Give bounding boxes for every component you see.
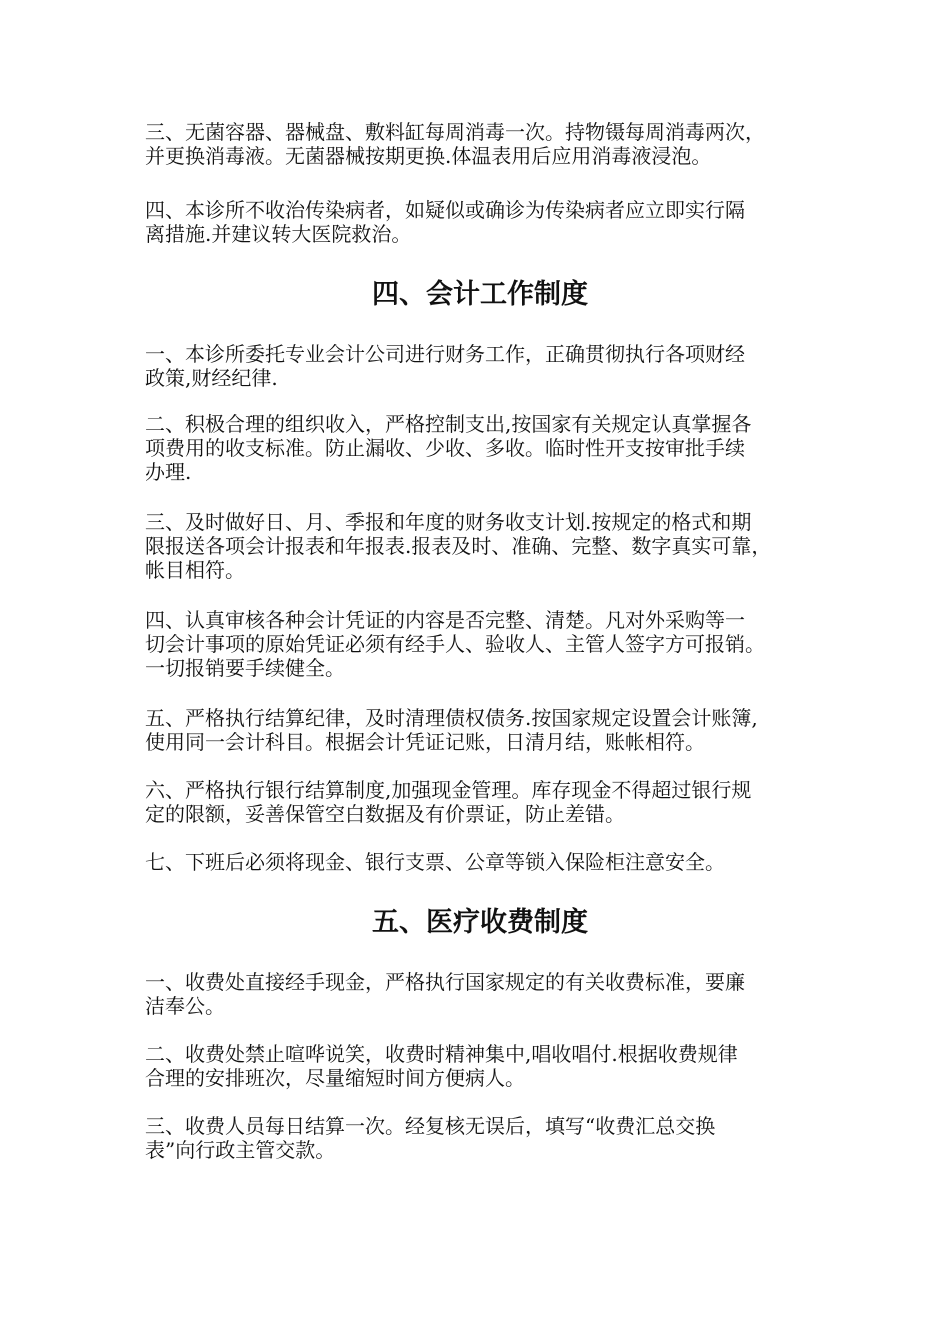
text-line: 办理. — [145, 460, 192, 484]
text-line: 三、无菌容器、器械盘、敷料缸每周消毒一次。持物镊每周消毒两次， — [145, 120, 765, 144]
text-line: 政策,财经纪律. — [145, 366, 278, 390]
paragraph — [145, 120, 765, 168]
text-line: 帐目相符。 — [145, 558, 245, 582]
paragraph — [145, 412, 751, 484]
paragraph — [145, 778, 751, 826]
paragraph — [145, 1042, 738, 1090]
text-line: 二、收费处禁止喧哗说笑，收费时精神集中,唱收唱付.根据收费规律 — [145, 1042, 738, 1066]
text-line: 使用同一会计科目。根据会计凭证记账，日清月结，账帐相符。 — [145, 730, 705, 754]
section-heading: 五、医疗收费制度 — [372, 907, 588, 938]
text-line: 七、下班后必须将现金、银行支票、公章等锁入保险柜注意安全。 — [145, 850, 725, 874]
text-line: 一切报销要手续健全。 — [145, 656, 345, 680]
paragraph — [145, 1114, 715, 1162]
paragraph — [145, 342, 745, 390]
paragraph — [145, 970, 745, 1018]
text-line: 洁奉公。 — [145, 994, 225, 1018]
text-line: 一、收费处直接经手现金，严格执行国家规定的有关收费标准，要廉 — [145, 970, 745, 994]
paragraph — [145, 608, 765, 680]
text-line: 合理的安排班次，尽量缩短时间方便病人。 — [145, 1066, 525, 1090]
paragraph — [145, 706, 758, 754]
text-line: 二、积极合理的组织收入，严格控制支出,按国家有关规定认真掌握各 — [145, 412, 752, 436]
text-line: 六、严格执行银行结算制度,加强现金管理。库存现金不得超过银行规 — [145, 778, 752, 802]
text-line: 切会计事项的原始凭证必须有经手人、验收人、主管人签字方可报销。 — [145, 632, 765, 656]
text-line: 项费用的收支标准。防止漏收、少收、多收。临时性开支按审批手续 — [145, 436, 745, 460]
section-heading: 四、会计工作制度 — [372, 279, 588, 310]
text-line: 三、收费人员每日结算一次。经复核无误后，填写“收费汇总交换 — [145, 1114, 716, 1138]
text-line: 四、认真审核各种会计凭证的内容是否完整、清楚。凡对外采购等一 — [145, 608, 745, 632]
text-line: 并更换消毒液。无菌器械按期更换.体温表用后应用消毒液浸泡。 — [145, 144, 712, 168]
text-line: 表”向行政主管交款。 — [145, 1138, 336, 1162]
text-line: 离措施.并建议转大医院救治。 — [145, 222, 412, 246]
paragraph — [145, 850, 725, 874]
text-line: 三、及时做好日、月、季报和年度的财务收支计划.按规定的格式和期 — [145, 510, 752, 534]
text-line: 五、严格执行结算纪律，及时清理债权债务.按国家规定设置会计账簿, — [145, 706, 758, 730]
text-line: 一、本诊所委托专业会计公司进行财务工作，正确贯彻执行各项财经 — [145, 342, 745, 366]
paragraph — [145, 510, 771, 582]
text-line: 定的限额，妥善保管空白数据及有价票证，防止差错。 — [145, 802, 625, 826]
text-line: 四、本诊所不收治传染病者，如疑似或确诊为传染病者应立即实行隔 — [145, 198, 745, 222]
text-line: 限报送各项会计报表和年报表.报表及时、准确、完整、数字真实可靠， — [145, 534, 772, 558]
paragraph — [145, 198, 745, 246]
